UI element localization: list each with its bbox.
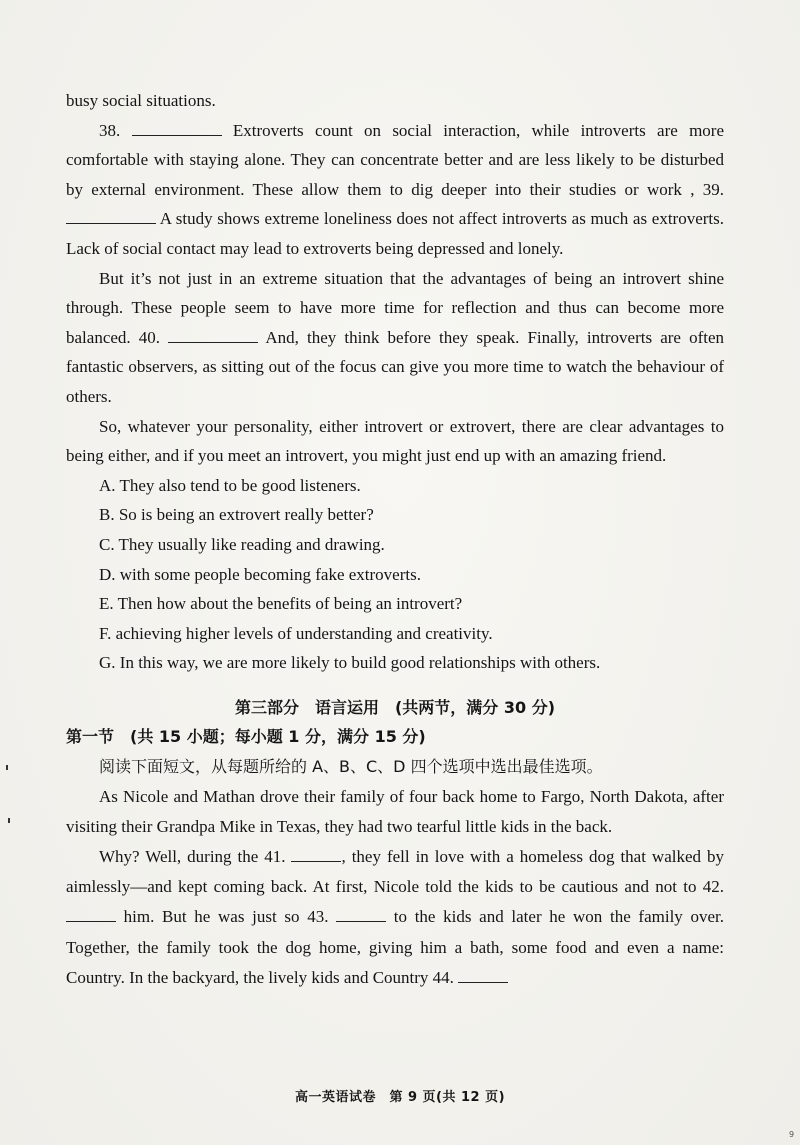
page-footer: 高一英语试卷 第 9 页(共 12 页): [294, 1090, 506, 1105]
section1-heading: 第一节 (共 15 小题；每小题 1 分，满分 15 分): [66, 727, 426, 747]
answer-blank-39: [66, 206, 156, 224]
option-d: D. with some people becoming fake extroverts.: [99, 564, 421, 584]
cloze-paragraph-1: As Nicole and Mathan drove their family of four back home to Fargo, North Dakota, after visiting their Grandpa Mike in Texas, they had two tearful little kids in the back.: [66, 786, 724, 836]
paragraph-text: Extroverts count on social interaction, while introverts are more comfortable with staying alone. They can concentrate better and are less likely to be disturbed by external environment. These allow them to dig deeper into their studies or work ,: [66, 120, 724, 199]
paragraph-text: A study shows extreme loneliness does not affect introverts as much as extroverts. Lack of social contact may lead to extroverts being depressed and lonely.: [66, 209, 724, 258]
answer-blank-44: [458, 965, 508, 983]
answer-blank-38: [132, 118, 222, 136]
passage-line: busy social situations.: [66, 91, 216, 110]
margin-mark: [6, 765, 8, 770]
option-a: A. They also tend to be good listeners.: [99, 475, 361, 495]
options-list: [66, 471, 724, 678]
corner-page-mark: 9: [789, 1130, 795, 1139]
option-c: C. They usually like reading and drawing.: [99, 534, 385, 554]
question-number: 39.: [702, 179, 724, 199]
paragraph-text: him. But he was just so 43.: [116, 907, 337, 927]
paragraph-text: , they fell in love with a homeless dog that walked by aimlessly—and kept coming back. At first, Nicole told the kids to be cautious and not to 42.: [66, 847, 724, 897]
answer-blank-43: [336, 904, 386, 922]
answer-blank-41: [291, 844, 341, 862]
passage-paragraph-38: [66, 116, 724, 264]
question-number: 40.: [138, 327, 161, 347]
paragraph-text: And, they think before they speak. Finally, introverts are often fantastic observers, as sitting out of the focus can give you more time to watch the behaviour of others.: [66, 327, 724, 406]
page-content: [66, 86, 724, 993]
option-b: B. So is being an extrovert really better?: [99, 505, 374, 525]
instruction-text: 阅读下面短文，从每题所给的 A、B、C、D 四个选项中选出最佳选项。: [99, 757, 603, 777]
paragraph-text: to the kids and later he won the family over. Together, the family took the dog home, giving him a bath, some food and even a name: Country. In the backyard, the lively kids and Country 44.: [66, 907, 724, 987]
part3-heading: 第三部分 语言运用 (共两节，满分 30 分): [234, 697, 556, 717]
margin-mark: [8, 818, 10, 823]
option-g: G. In this way, we are more likely to build good relationships with others.: [99, 653, 601, 673]
answer-blank-40: [168, 325, 258, 343]
cloze-passage: [66, 782, 724, 993]
paragraph-text: Why? Well, during the 41.: [99, 847, 292, 867]
passage-paragraph-conclusion: So, whatever your personality, either introvert or extrovert, there are clear advantages to being either, and if you meet an introvert, you might just end up with an amazing friend.: [66, 416, 724, 466]
cloze-paragraph-2: [66, 842, 724, 993]
paragraph-text: But it’s not just in an extreme situation that the advantages of being an introvert shine through. These people seem to have more time for reflection and thus can become more balanced.: [66, 268, 724, 347]
option-f: F. achieving higher levels of understanding and creativity.: [99, 623, 493, 643]
question-number: 38.: [99, 120, 121, 140]
option-e: E. Then how about the benefits of being an introvert?: [99, 594, 463, 614]
answer-blank-42: [66, 904, 116, 922]
passage-paragraph-40: [66, 264, 724, 412]
